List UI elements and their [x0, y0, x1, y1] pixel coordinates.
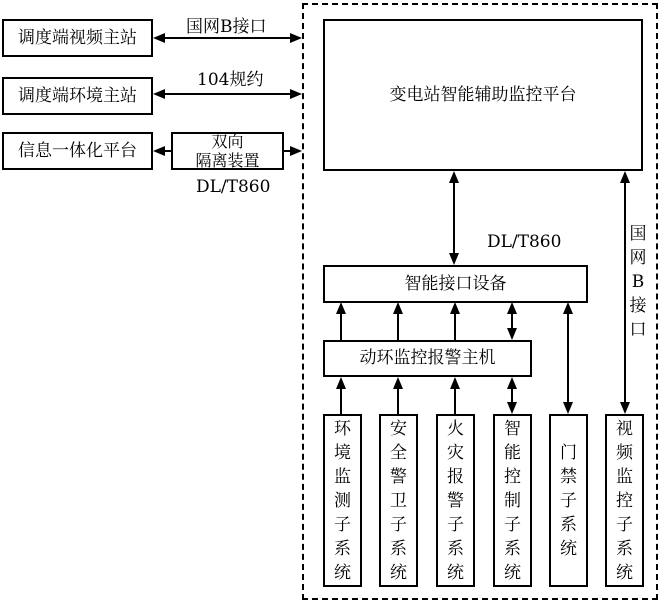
label-dlt860-right: DL/T860 — [487, 232, 562, 252]
platform-label: 变电站智能辅助监控平台 — [389, 84, 577, 105]
connector-host-interface-4-line — [511, 313, 513, 329]
isolation-device-label-line1: 双向 — [211, 132, 244, 151]
box-smart-auxiliary-monitoring-platform — [323, 19, 643, 171]
box-subsystem-security-guard — [379, 414, 418, 587]
label-sgcc-b-interface-vertical: 国网B接口 — [629, 224, 647, 340]
connector-platform-video-line — [624, 182, 626, 403]
interface-device-label: 智能接口设备 — [404, 273, 507, 294]
connector-subsys1-host-line — [340, 388, 342, 414]
box-dispatch-video-master — [2, 19, 153, 57]
subsystem-intelligent-control-label: 智能控制子系统 — [504, 418, 521, 583]
connector-platform-video-arrowhead-down — [620, 402, 630, 414]
box-subsystem-access-control — [549, 414, 588, 587]
subsystem-fire-alarm-label: 火灾报警子系统 — [447, 418, 464, 583]
connector-host-interface-1-line — [340, 313, 342, 340]
subsystem-environment-monitoring-label: 环境监测子系统 — [334, 418, 351, 583]
isolation-device-label-line2: 隔离装置 — [195, 151, 260, 170]
box-env-monitoring-alarm-host — [323, 340, 532, 377]
connector-platform-interface-line — [453, 182, 455, 254]
box-bidirectional-isolation-device — [171, 132, 284, 170]
connector-interface-access-arrowhead-down — [563, 402, 573, 414]
subsystem-access-control-label: 门禁子系统 — [560, 442, 577, 559]
connector-video-arrowhead-right — [290, 33, 302, 43]
box-info-integration-platform-label: 信息一体化平台 — [18, 140, 137, 161]
connector-info-line-left — [163, 150, 171, 152]
connector-interface-access-line — [567, 313, 569, 403]
alarm-host-label: 动环监控报警主机 — [359, 348, 496, 368]
box-subsystem-environment-monitoring — [323, 414, 362, 587]
label-dlt860-left: DL/T860 — [196, 177, 271, 197]
box-intelligent-interface-device — [323, 265, 588, 303]
box-subsystem-intelligent-control — [493, 414, 532, 587]
connector-subsys3-host-line — [454, 388, 456, 414]
label-sgcc-b-interface-top: 国网B接口 — [186, 17, 267, 37]
connector-env-line — [163, 93, 292, 95]
box-subsystem-video-surveillance — [605, 414, 644, 587]
box-subsystem-fire-alarm — [436, 414, 475, 587]
connector-platform-interface-arrowhead-down — [449, 253, 459, 265]
subsystem-video-surveillance-label: 视频监控子系统 — [616, 418, 633, 583]
label-104-protocol: 104规约 — [197, 70, 264, 90]
connector-info-arrowhead-right — [290, 146, 302, 156]
box-dispatch-env-master-label: 调度端环境主站 — [18, 85, 137, 106]
connector-subsys4-host-arrowhead-down — [507, 402, 517, 414]
connector-env-arrowhead-right — [290, 89, 302, 99]
connector-video-line — [163, 37, 292, 39]
box-dispatch-env-master — [2, 77, 153, 115]
box-dispatch-video-master-label: 调度端视频主站 — [18, 27, 137, 48]
subsystem-security-guard-label: 安全警卫子系统 — [390, 418, 407, 583]
box-info-integration-platform — [2, 132, 153, 170]
connector-host-interface-3-line — [454, 313, 456, 340]
connector-subsys2-host-line — [397, 388, 399, 414]
connector-host-interface-4-arrowhead-down — [507, 328, 517, 340]
connector-host-interface-2-line — [397, 313, 399, 340]
